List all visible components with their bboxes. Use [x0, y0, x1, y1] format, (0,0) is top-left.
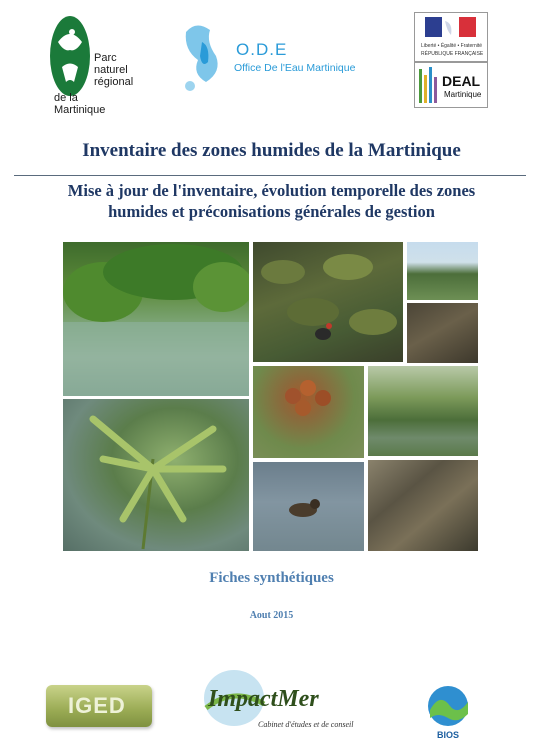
rf-name: RÉPUBLIQUE FRANÇAISE: [421, 51, 484, 57]
document-title: Inventaire des zones humides de la Martinique: [82, 140, 461, 161]
ode-logo: [176, 12, 366, 104]
parc-naturel-logo: [50, 12, 134, 116]
republique-francaise-logo: [414, 12, 488, 62]
tree-roots-photo: [368, 460, 478, 551]
impact-mer-tagline: Cabinet d'études et de conseil: [258, 720, 354, 729]
bios-logo: [424, 684, 472, 744]
impact-mer-name: ImpactMer: [208, 686, 319, 712]
pnr-line2: naturel: [94, 64, 128, 76]
deal-bars-icon: [415, 63, 441, 107]
deal-logo: [414, 62, 488, 108]
publication-date: Aout 2015: [249, 610, 294, 621]
document-subtitle: [40, 180, 503, 222]
duck-water-photo: [253, 462, 364, 551]
pnr-line3: régional: [94, 76, 134, 88]
ode-name: O.D.E: [236, 40, 288, 59]
pnr-line1: Parc: [94, 52, 117, 64]
pond-photo: [368, 366, 478, 456]
title-divider: [14, 175, 526, 176]
pnr-line4: de la Martinique: [54, 92, 106, 116]
iged-logo: [46, 685, 152, 727]
iged-name: IGED: [68, 693, 126, 718]
lagoon-landscape-photo: [407, 242, 478, 300]
marianne-flag-icon: [415, 13, 487, 43]
ode-subtitle: Office De l'Eau Martinique: [234, 62, 356, 74]
subtitle-line1: Mise à jour de l'inventaire, évolution temporelle des zones: [67, 181, 476, 200]
bios-wave-icon: [424, 684, 472, 730]
forest-floor-photo: [407, 303, 478, 363]
subtitle-line2: humides et préconisations générales de gestion: [108, 202, 435, 221]
brown-sedge-photo: [253, 366, 364, 458]
deal-region: Martinique: [444, 90, 482, 99]
sedge-flower-photo: [63, 399, 249, 551]
bios-name: BIOS: [437, 730, 460, 740]
fiches-label: Fiches synthétiques: [209, 570, 334, 586]
deal-name: DEAL: [442, 73, 481, 89]
impact-mer-logo: [198, 668, 358, 738]
water-lilies-bird-photo: [253, 242, 403, 362]
mangrove-photo: [63, 242, 249, 396]
rf-motto: Liberté • Égalité • Fraternité: [421, 43, 483, 49]
